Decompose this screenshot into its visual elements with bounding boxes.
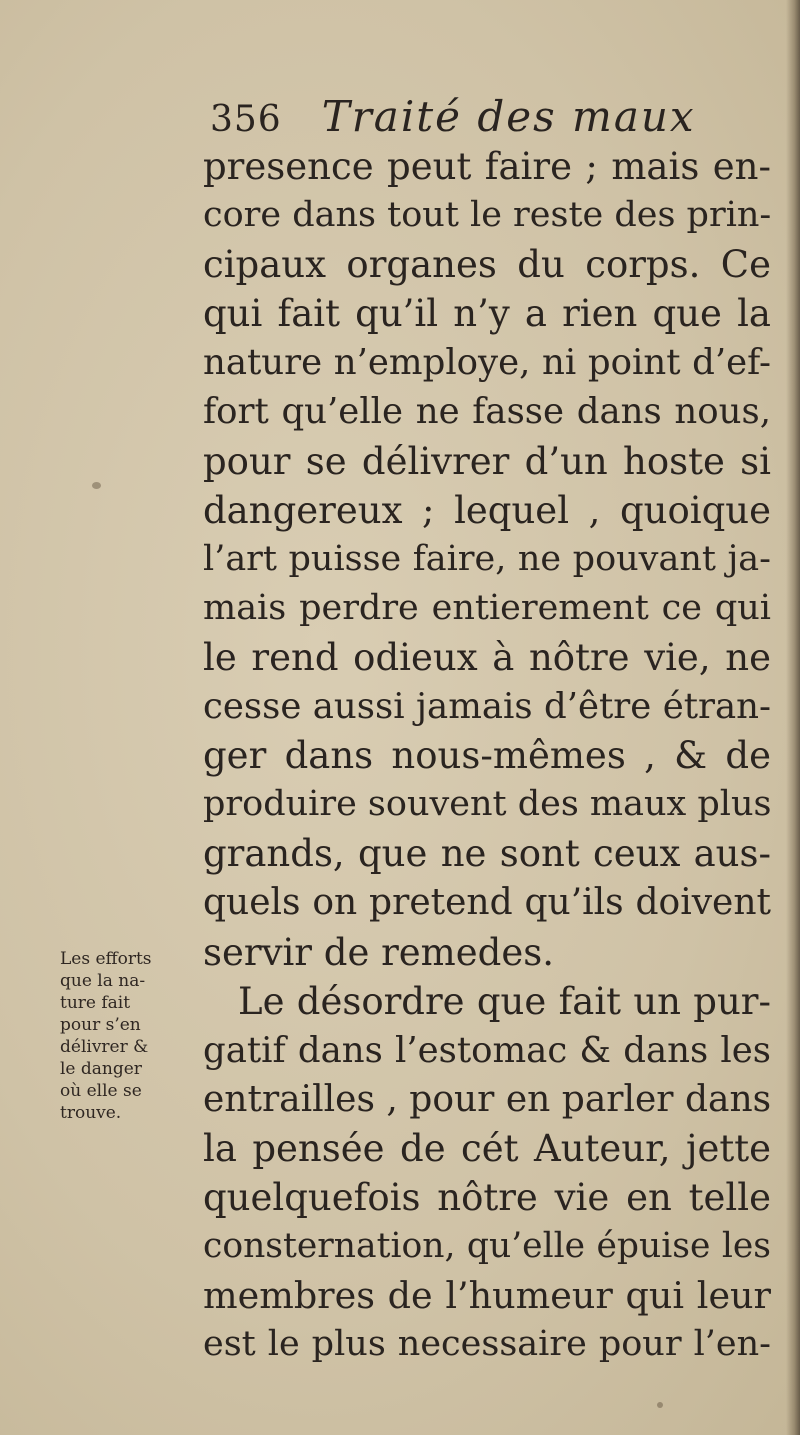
- text-line: ger dans nous-mêmes , & de: [203, 734, 771, 778]
- text-line: pour se délivrer d’un hoste si: [203, 439, 771, 483]
- marginal-note: [60, 948, 182, 1124]
- marginal-note-line: Les efforts: [60, 949, 152, 969]
- marginal-note-line: ture fait: [60, 993, 131, 1013]
- text-line: core dans tout le reste des prin-: [203, 195, 772, 236]
- body-text: [203, 142, 771, 1369]
- running-title: Traité des maux: [321, 92, 696, 141]
- text-line-paragraph-start: Le désordre que fait un pur-: [238, 979, 771, 1023]
- page-gutter-shadow: [786, 0, 800, 1435]
- text-line: dangereux ; lequel , quoique: [203, 488, 771, 532]
- text-line: grands, que ne sont ceux aus-: [203, 832, 771, 876]
- text-line-paragraph-end: servir de remedes.: [203, 930, 554, 974]
- text-line: entrailles , pour en parler dans: [203, 1078, 772, 1120]
- text-line: consternation, qu’elle épuise les: [203, 1226, 771, 1267]
- page-number: 356: [210, 99, 282, 140]
- marginal-note-line: délivrer &: [60, 1037, 149, 1057]
- text-line: presence peut faire ; mais en-: [203, 145, 771, 188]
- text-line: fort qu’elle ne fasse dans nous,: [203, 391, 771, 433]
- text-line: produire souvent des maux plus: [203, 784, 772, 825]
- page-header: [210, 92, 696, 142]
- text-line: la pensée de cét Auteur, jette: [203, 1126, 771, 1170]
- marginal-note-line: pour s’en: [60, 1015, 141, 1035]
- text-line: membres de l’humeur qui leur: [203, 1274, 771, 1318]
- text-line: qui fait qu’il n’y a rien que la: [203, 292, 771, 336]
- text-line: cipaux organes du corps. Ce: [203, 243, 771, 287]
- text-line: le rend odieux à nôtre vie, ne: [203, 635, 771, 679]
- text-line: cesse aussi jamais d’être étran-: [203, 686, 771, 728]
- marginal-note-line: que la na-: [60, 971, 146, 991]
- ink-spot: [92, 482, 101, 489]
- text-line: quelquefois nôtre vie en telle: [203, 1175, 771, 1219]
- text-line: quels on pretend qu’ils doivent: [203, 882, 771, 924]
- marginal-note-line: le danger: [60, 1059, 142, 1079]
- text-line: mais perdre entierement ce qui: [203, 587, 771, 628]
- text-line: nature n’employe, ni point d’ef-: [203, 342, 771, 384]
- marginal-note-line: trouve.: [60, 1103, 122, 1123]
- ink-spot: [657, 1402, 663, 1408]
- text-line: l’art puisse faire, ne pouvant ja-: [203, 538, 771, 579]
- text-line: est le plus necessaire pour l’en-: [203, 1324, 771, 1365]
- marginal-note-line: où elle se: [60, 1081, 142, 1101]
- text-line: gatif dans l’estomac & dans les: [203, 1029, 771, 1071]
